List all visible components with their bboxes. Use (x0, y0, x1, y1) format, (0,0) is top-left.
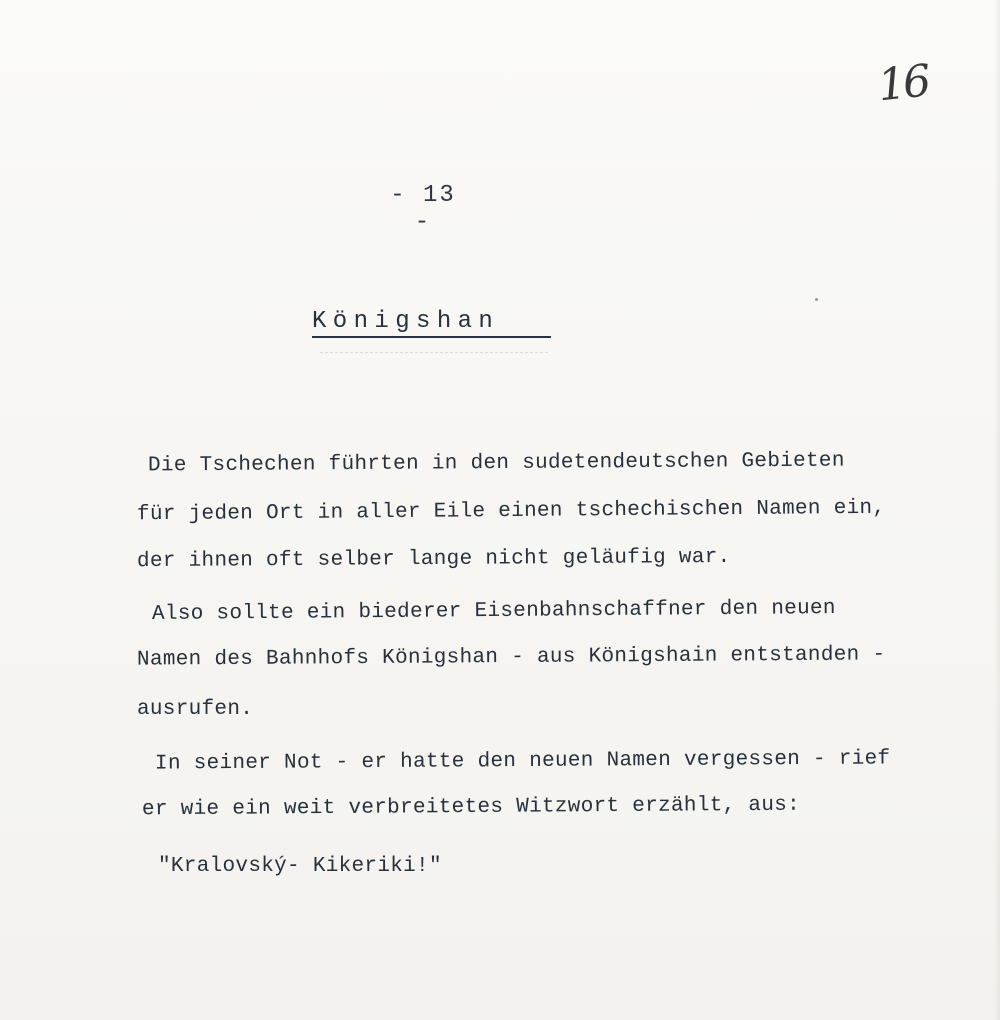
page-number: - 13 - (390, 182, 456, 236)
text-line-6: ausrufen. (137, 698, 254, 721)
text-line-4: Also sollte ein biederer Eisenbahnschaffner den neuen (151, 597, 836, 626)
text-line-3: der ihnen oft selber lange nicht geläufig war. (136, 545, 731, 574)
text-line-1: Die Tschechen führten in den sudetendeutschen Gebieten (147, 449, 845, 478)
text-line-2: für jeden Ort in aller Eile einen tschechischen Namen ein, (136, 496, 886, 527)
text-line-7: In seiner Not - er hatte den neuen Namen vergessen - rief (154, 747, 891, 776)
text-line-9: "Kralovský- Kikeriki!" (158, 855, 442, 878)
handwritten-archive-number: 16 (875, 55, 931, 112)
text-line-8: er wie ein weit verbreitetes Witzwort erzählt, aus: (141, 793, 801, 822)
text-line-5: Namen des Bahnhofs Königshan - aus Königshain entstanden - (136, 643, 886, 672)
document-title: Königshan (312, 308, 500, 335)
